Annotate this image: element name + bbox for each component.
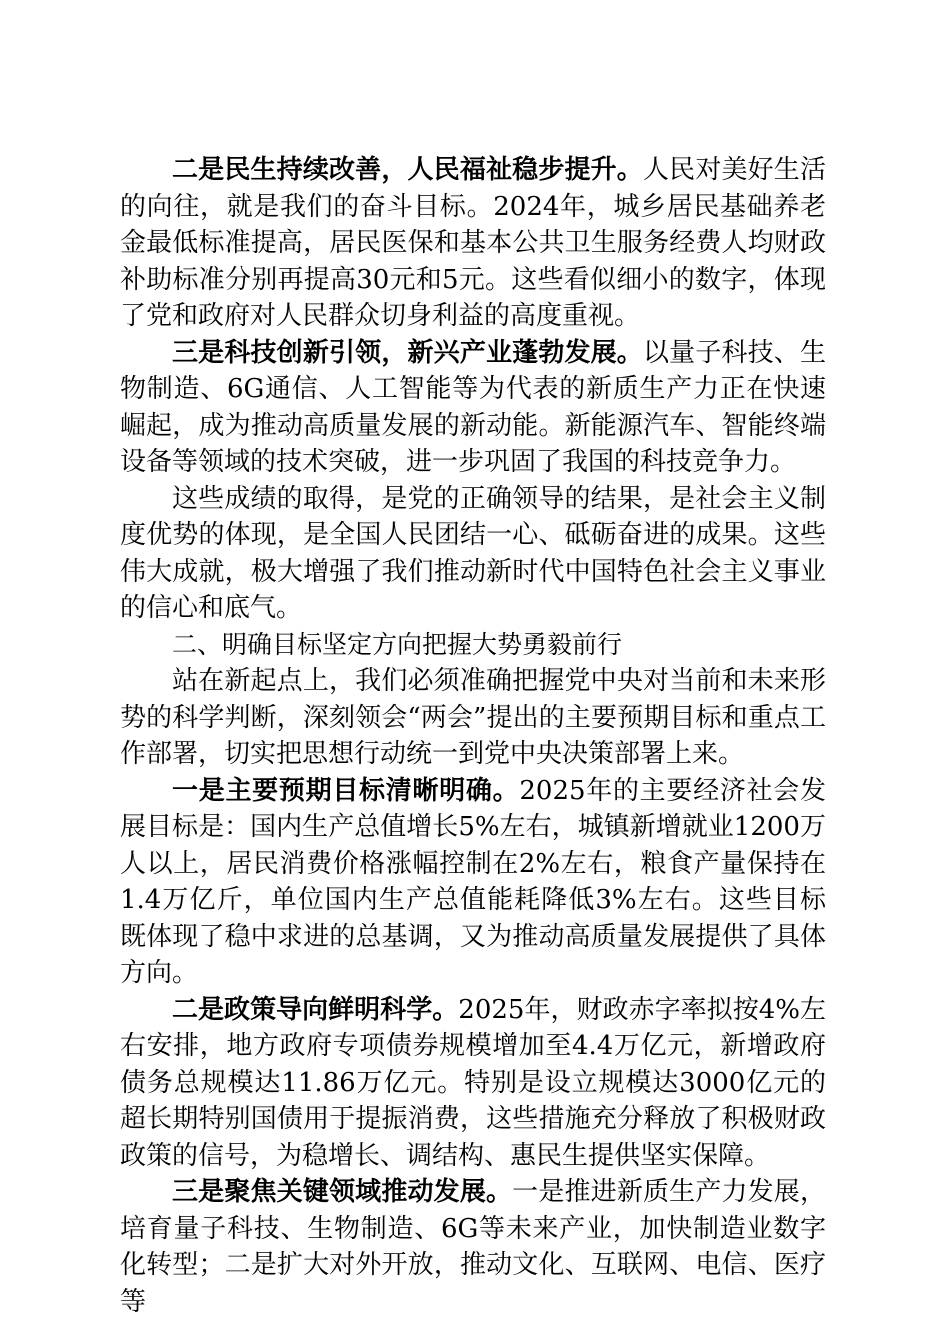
paragraph-lead: 三是科技创新引领，新兴产业蓬勃发展。 (172, 337, 643, 368)
paragraph-text: 2025年，财政赤字率拟按4%左右安排，地方政府专项债券规模增加至4.4万亿元，新增政府债务总规模达11.86万亿元。特别是设立规模达3000亿元的超长期特别国债用于提振消费，这些措施充分释放了积极财政政策的信号，为稳增长、调结构、惠民生提供坚实保障。 (120, 994, 826, 1171)
paragraph-lead: 二是政策导向鲜明科学。 (172, 994, 459, 1025)
paragraph-new-starting-point (120, 663, 826, 773)
paragraph-text: 以量子科技、生物制造、6G通信、人工智能等为代表的新质生产力正在快速崛起，成为推动高质量发展的新动能。新能源汽车、智能终端设备等领域的技术突破，进一步巩固了我国的科技竞争力。 (120, 337, 826, 477)
paragraph-targets (120, 773, 826, 992)
paragraph-text: 站在新起点上，我们必须准确把握党中央对当前和未来形势的科学判断，深刻领会“两会”提出的主要预期目标和重点工作部署，切实把思想行动统一到党中央决策部署上来。 (120, 666, 826, 769)
paragraph-lead: 三是聚焦关键领域推动发展。 (172, 1177, 513, 1207)
paragraph-text: 一是推进新质生产力发展，培育量子科技、生物制造、6G等未来产业，加快制造业数字化转型；二是扩大对外开放，推动文化、互联网、电信、医疗等 (120, 1177, 826, 1317)
paragraph-text: 这些成绩的取得，是党的正确领导的结果，是社会主义制度优势的体现，是全国人民团结一心、砥砺奋进的成果。这些伟大成就，极大增强了我们推动新时代中国特色社会主义事业的信心和底气。 (120, 483, 826, 623)
document-body (120, 152, 826, 1320)
section-heading-text: 二、明确目标坚定方向把握大势勇毅前行 (172, 629, 623, 659)
paragraph-text: 2025年的主要经济社会发展目标是：国内生产总值增长5%左右，城镇新增就业1200万人以上，居民消费价格涨幅控制在2%左右，粮食产量保持在1.4万亿斤，单位国内生产总值能耗降低3%左右。这些目标既体现了稳中求进的总基调，又为推动高质量发展提供了具体方向。 (120, 775, 826, 988)
paragraph-text: 人民对美好生活的向往，就是我们的奋斗目标。2024年，城乡居民基础养老金最低标准提高，居民医保和基本公共卫生服务经费人均财政补助标准分别再提高30元和5元。这些看似细小的数字，体现了党和政府对人民群众切身利益的高度重视。 (120, 155, 826, 331)
paragraph-lead: 二是民生持续改善，人民福祉稳步提升。 (172, 155, 643, 185)
paragraph-policy (120, 992, 826, 1175)
section-heading (120, 627, 826, 664)
paragraph-achievements (120, 481, 826, 627)
paragraph-lead: 一是主要预期目标清晰明确。 (172, 775, 520, 806)
paragraph-key-areas (120, 1174, 826, 1320)
paragraph-innovation (120, 335, 826, 481)
paragraph-livelihood (120, 152, 826, 335)
